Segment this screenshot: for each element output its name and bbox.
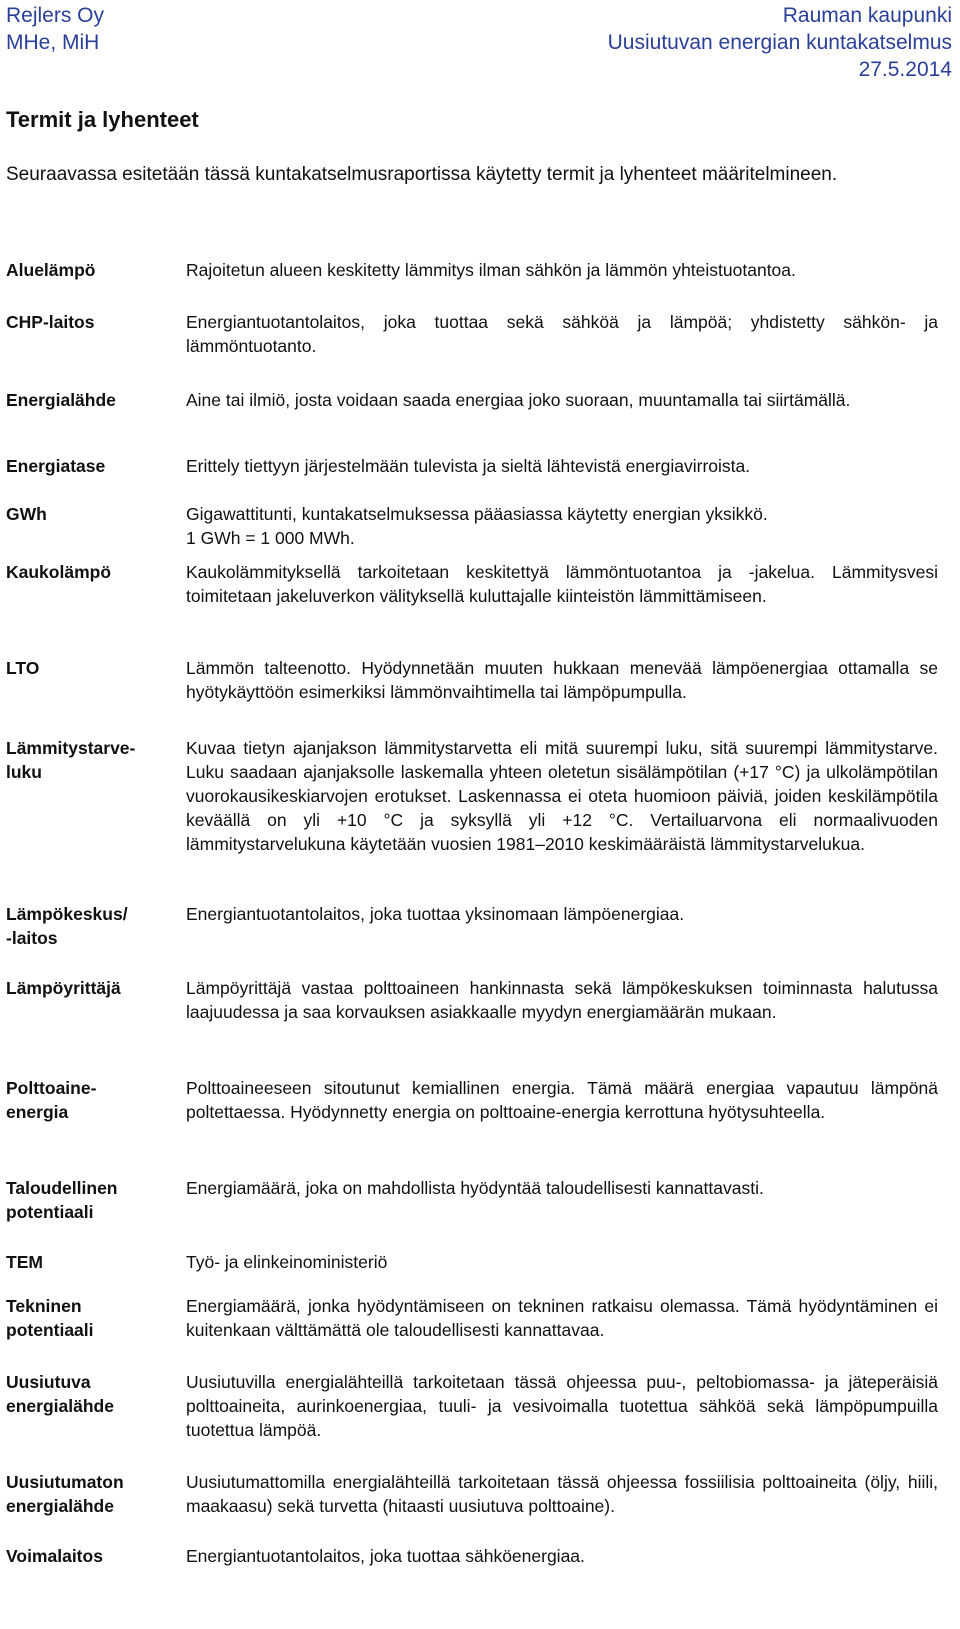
glossary-term [6, 310, 174, 334]
client-name: Rauman kaupunki [782, 4, 952, 27]
definition-text: Kaukolämmityksellä tarkoitetaan keskitettyä lämmöntuotantoa ja -jakelua. Lämmitysvesi toimitetaan jakeluverkon välityksellä kuluttajalle kiinteistön lämmittämiseen. [186, 562, 938, 606]
glossary-term [6, 454, 174, 478]
glossary-definition [186, 656, 938, 704]
definition-text: Uusiutumattomilla energialähteillä tarkoitetaan tässä ohjeessa fossiilisia polttoaineita (öljy, hiili, maakaasu) sekä turvetta (hitaasti uusiutuva polttoaine). [186, 1472, 938, 1516]
glossary-definition [186, 310, 938, 358]
glossary-definition [186, 1544, 938, 1568]
glossary-definition [186, 1250, 938, 1274]
definition-text: Kuvaa tietyn ajanjakson lämmitystarvetta eli mitä suurempi luku, sitä suurempi lämmitystarve. Luku saadaan ajanjaksolle laskemalla yhteen oletetun sisälämpötilan (+17 °C) ja ulkolämpötilan vuorokausikeskiarvojen erotukset. Laskennassa ei oteta huomioon päiviä, joiden keskilämpötila keväällä on yli +10 °C ja syksyllä yli +12 °C. Vertailuarvona eli normaalivuoden lämmitystarvelukuna käytetään vuosien 1981–2010 keskimääräistä lämmitystarvelukua. [186, 738, 938, 854]
term-line: GWh [6, 504, 47, 524]
definition-text: Energiamäärä, jonka hyödyntämiseen on tekninen ratkaisu olemassa. Tämä hyödyntäminen ei kuitenkaan välttämättä ole taloudellisesti kannattavaa. [186, 1296, 938, 1340]
term-line: Uusiutumaton [6, 1472, 124, 1492]
term-line: luku [6, 762, 42, 782]
term-line: CHP-laitos [6, 312, 95, 332]
glossary-definition [186, 1294, 938, 1342]
definition-text: Työ- ja elinkeinoministeriö [186, 1252, 388, 1272]
glossary-term [6, 258, 174, 282]
definition-text: Energiantuotantolaitos, joka tuottaa sähköenergiaa. [186, 1546, 585, 1566]
report-date: 27.5.2014 [858, 58, 952, 81]
glossary-definition [186, 736, 938, 856]
term-line: energia [6, 1102, 69, 1122]
glossary-definition [186, 1076, 938, 1124]
glossary-term [6, 1076, 174, 1124]
document-header-right [608, 2, 952, 83]
term-line: Tekninen [6, 1296, 82, 1316]
glossary-term [6, 656, 174, 680]
definition-text: Lämpöyrittäjä vastaa polttoaineen hankinnasta sekä lämpökeskuksen toiminnasta halutussa laajuudessa ja saa korvauksen asiakkaalle myydyn energiamäärän mukaan. [186, 978, 938, 1022]
definition-text: Energiantuotantolaitos, joka tuottaa sekä sähköä ja lämpöä; yhdistetty sähkön- ja lämmöntuotanto. [186, 312, 938, 356]
glossary-definition [186, 502, 938, 550]
glossary-definition [186, 454, 938, 478]
definition-text: 1 GWh = 1 000 MWh. [186, 528, 355, 548]
glossary-term [6, 736, 174, 784]
glossary-definition [186, 976, 938, 1024]
glossary-definition [186, 1470, 938, 1518]
definition-text: Energiamäärä, joka on mahdollista hyödyntää taloudellisesti kannattavasti. [186, 1178, 764, 1198]
document-header-left [6, 2, 104, 56]
term-line: Voimalaitos [6, 1546, 103, 1566]
glossary-term [6, 1250, 174, 1274]
term-line: TEM [6, 1252, 43, 1272]
glossary-term [6, 560, 174, 584]
term-line: energialähde [6, 1496, 114, 1516]
term-line: Aluelämpö [6, 260, 96, 280]
definition-text: Uusiutuvilla energialähteillä tarkoitetaan tässä ohjeessa puu-, peltobiomassa- ja jäteperäisiä polttoaineita, aurinkoenergiaa, tuuli- ja vesivoimalla tuotettua sähköä sekä lämpöpumpuilla tuotettua lämpöä. [186, 1372, 938, 1440]
definition-text: Gigawattitunti, kuntakatselmuksessa pääasiassa käytetty energian yksikkö. [186, 504, 768, 524]
glossary-term [6, 1370, 174, 1418]
term-line: Taloudellinen [6, 1178, 118, 1198]
definition-text: Lämmön talteenotto. Hyödynnetään muuten hukkaan menevää lämpöenergiaa ottamalla se hyötykäyttöön esimerkiksi lämmönvaihtimella tai lämpöpumpulla. [186, 658, 938, 702]
glossary-term [6, 1294, 174, 1342]
term-line: Uusiutuva [6, 1372, 91, 1392]
glossary-term [6, 902, 174, 950]
definition-text: Energiantuotantolaitos, joka tuottaa yksinomaan lämpöenergiaa. [186, 904, 685, 924]
definition-text: Erittely tiettyyn järjestelmään tulevista ja sieltä lähtevistä energiavirroista. [186, 456, 751, 476]
glossary-term [6, 1544, 174, 1568]
term-line: -laitos [6, 928, 58, 948]
section-title: Termit ja lyhenteet [6, 107, 199, 132]
glossary-definition [186, 560, 938, 608]
glossary-term [6, 1176, 174, 1224]
definition-text: Polttoaineeseen sitoutunut kemiallinen energia. Tämä määrä energiaa vapautuu lämpönä poltettaessa. Hyödynnetty energia on polttoaine-energia kerrottuna hyötysuhteella. [186, 1078, 938, 1122]
glossary-term [6, 502, 174, 526]
term-line: potentiaali [6, 1202, 94, 1222]
term-line: Energialähde [6, 390, 116, 410]
intro-paragraph: Seuraavassa esitetään tässä kuntakatselmusraportissa käytetty termit ja lyhenteet määritelmineen. [6, 164, 838, 185]
glossary-definition [186, 388, 938, 412]
term-line: LTO [6, 658, 40, 678]
term-line: Lämpökeskus/ [6, 904, 128, 924]
glossary-definition [186, 1176, 938, 1200]
term-line: Kaukolämpö [6, 562, 112, 582]
glossary-term [6, 388, 174, 412]
definition-text: Rajoitetun alueen keskitetty lämmitys ilman sähkön ja lämmön yhteistuotantoa. [186, 260, 796, 280]
glossary-definition [186, 902, 938, 926]
glossary-term [6, 1470, 174, 1518]
glossary-term [6, 976, 174, 1000]
term-line: Polttoaine- [6, 1078, 97, 1098]
glossary-definition [186, 258, 938, 282]
definition-text: Aine tai ilmiö, josta voidaan saada energiaa joko suoraan, muuntamalla tai siirtämällä. [186, 390, 851, 410]
term-line: potentiaali [6, 1320, 94, 1340]
authors: MHe, MiH [6, 31, 100, 54]
term-line: Energiatase [6, 456, 106, 476]
report-name: Uusiutuvan energian kuntakatselmus [607, 31, 952, 54]
glossary-definition [186, 1370, 938, 1442]
company-name: Rejlers Oy [6, 4, 105, 27]
term-line: energialähde [6, 1396, 114, 1416]
term-line: Lämmitystarve- [6, 738, 136, 758]
term-line: Lämpöyrittäjä [6, 978, 121, 998]
